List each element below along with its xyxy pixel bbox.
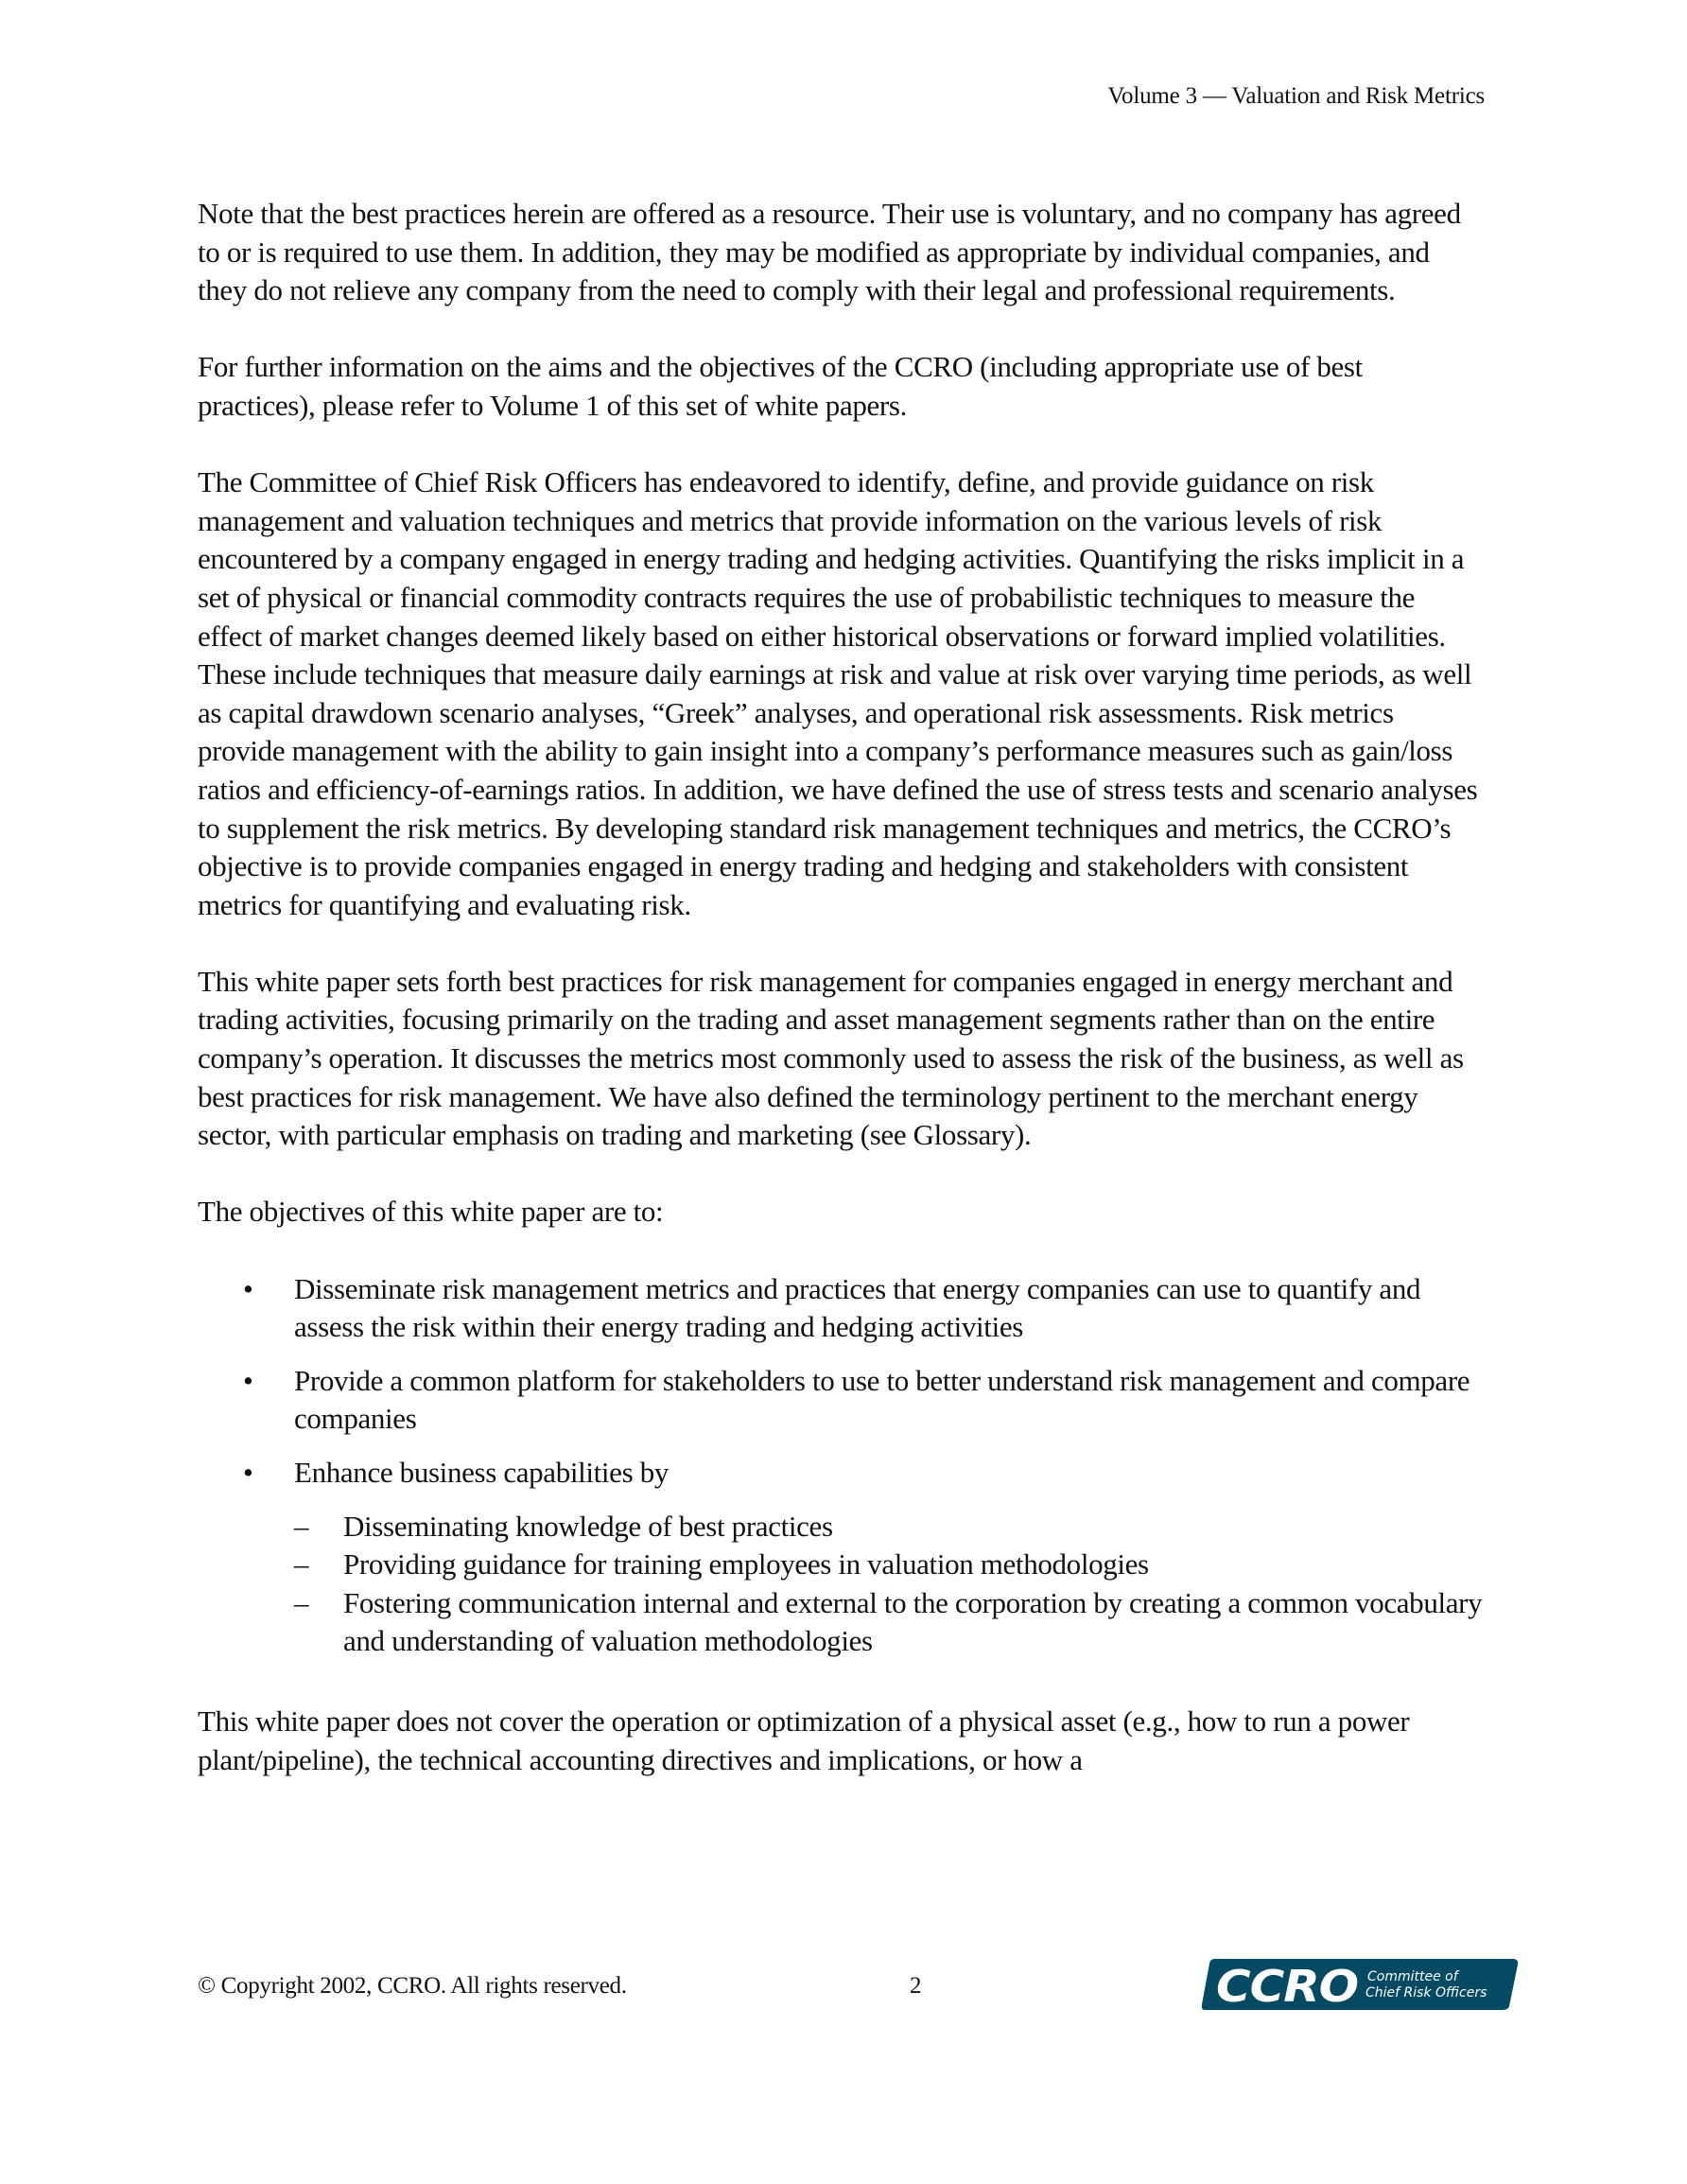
objective-subitem [294, 1584, 1484, 1661]
page-number: 2 [910, 1973, 922, 1999]
ccro-logo [1201, 1957, 1519, 2012]
objective-item [198, 1362, 1484, 1439]
paragraph-further-info: For further information on the aims and the objectives of the CCRO (including appropriate use of best practices), please refer to Volume 1 of this set of white papers. [198, 350, 1363, 422]
document-body [198, 195, 1484, 1818]
objective-text: Enhance business capabilities by [294, 1456, 669, 1489]
objective-text: Provide a common platform for stakeholders to use to better understand risk management and compare companies [294, 1363, 1470, 1436]
paragraph-objectives-intro: The objectives of this white paper are to: [198, 1195, 664, 1229]
bullet-icon: • [243, 1456, 253, 1489]
dash-icon: – [294, 1585, 309, 1619]
objective-subitem-text: Disseminating knowledge of best practices [343, 1509, 833, 1543]
objective-item [198, 1454, 1484, 1661]
objective-subitem [294, 1546, 1484, 1584]
objective-item [198, 1270, 1484, 1347]
objectives-list [198, 1270, 1484, 1661]
logo-wordmark: CCRO [1216, 1961, 1358, 2012]
objective-subitem-text: Providing guidance for training employees in valuation methodologies [343, 1547, 1149, 1581]
logo-tagline-line1: Committee of [1367, 1969, 1458, 1984]
paragraph-disclaimer: Note that the best practices herein are offered as a resource. Their use is voluntary, and no company has agreed to or is required to use them. In addition, they may be modified as appropriate by individual companies, and they do not relieve any company from the need to comply with their legal and professional requirements. [198, 197, 1461, 307]
dash-icon: – [294, 1509, 309, 1543]
bullet-icon: • [243, 1271, 253, 1305]
bullet-icon: • [243, 1363, 253, 1397]
running-header: Volume 3 — Valuation and Risk Metrics [1107, 83, 1485, 109]
objective-subitem-text: Fostering communication internal and external to the corporation by creating a common vocabulary and understanding of valuation methodologies [343, 1585, 1483, 1658]
logo-tagline-line2: Chief Risk Officers [1365, 1985, 1487, 2001]
objective-subitem [294, 1508, 1484, 1546]
paragraph-exclusions: This white paper does not cover the operation or optimization of a physical asset (e.g., how to run a power plant/pipeline), the technical accounting directives and implications, or how a [198, 1704, 1410, 1776]
objective-sublist [294, 1508, 1484, 1661]
footer-copyright: © Copyright 2002, CCRO. All rights reserved. [198, 1973, 627, 1999]
paragraph-committee-overview: The Committee of Chief Risk Officers has endeavored to identify, define, and provide guidance on risk management and valuation techniques and metrics that provide information on the various levels of risk encountered by a company engaged in energy trading and hedging activities. Quantifying the risks implicit in a set of physical or financial commodity contracts requires the use of probabilistic techniques to measure the effect of market changes deemed likely based on either historical observations or forward implied volatilities. These include techniques that measure daily earnings at risk and value at risk over varying time periods, as well as capital drawdown scenario analyses, “Greek” analyses, and operational risk assessments. Risk metrics provide management with the ability to gain insight into a company’s performance measures such as gain/loss ratios and efficiency-of-earnings ratios. In addition, we have defined the use of stress tests and scenario analyses to supplement the risk metrics. By developing standard risk management techniques and metrics, the CCRO’s objective is to provide companies engaged in energy trading and hedging and stakeholders with consistent metrics for quantifying and evaluating risk. [198, 465, 1478, 921]
paragraph-white-paper-scope: This white paper sets forth best practices for risk management for companies engaged in energy merchant and trading activities, focusing primarily on the trading and asset management segments rather than on the entire company’s operation. It discusses the metrics most commonly used to assess the risk of the business, as well as best practices for risk management. We have also defined the terminology pertinent to the merchant energy sector, with particular emphasis on trading and marketing (see Glossary). [198, 964, 1464, 1152]
dash-icon: – [294, 1547, 309, 1581]
objective-text: Disseminate risk management metrics and practices that energy companies can use to quantify and assess the risk within their energy trading and hedging activities [294, 1271, 1421, 1344]
